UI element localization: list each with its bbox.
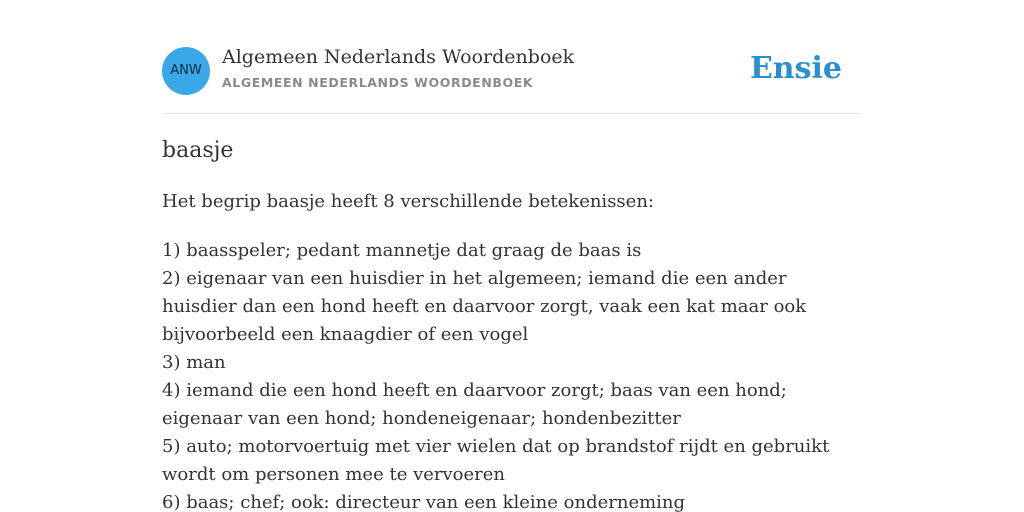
- entry-term: baasje: [162, 138, 234, 163]
- source-header: [162, 46, 862, 96]
- definition-list: [162, 237, 862, 512]
- entry-intro: Het begrip baasje heeft 8 verschillende betekenissen:: [162, 191, 654, 212]
- anw-logo: ANW: [162, 47, 210, 95]
- definition-item: 3) man: [162, 352, 226, 373]
- header-divider: [162, 113, 862, 114]
- definition-item: 5) auto; motorvoertuig met vier wielen dat op brandstof rijdt en gebruikt wordt om personen mee te vervoeren: [162, 436, 830, 485]
- ensie-logo-link[interactable]: Ensie: [749, 51, 842, 86]
- definition-item: 1) baasspeler; pedant mannetje dat graag de baas is: [162, 240, 642, 261]
- source-title[interactable]: Algemeen Nederlands Woordenboek: [222, 46, 575, 68]
- definition-item: 6) baas; chef; ook: directeur van een kleine onderneming: [162, 492, 686, 512]
- definition-item: 2) eigenaar van een huisdier in het algemeen; iemand die een ander huisdier dan een hond heeft en daarvoor zorgt, vaak een kat maar ook bijvoorbeeld een knaagdier of een vogel: [162, 268, 807, 345]
- definition-item: 4) iemand die een hond heeft en daarvoor zorgt; baas van een hond; eigenaar van een hond; hondeneigenaar; hondenbezitter: [162, 380, 787, 429]
- source-subtitle: ALGEMEEN NEDERLANDS WOORDENBOEK: [222, 75, 534, 90]
